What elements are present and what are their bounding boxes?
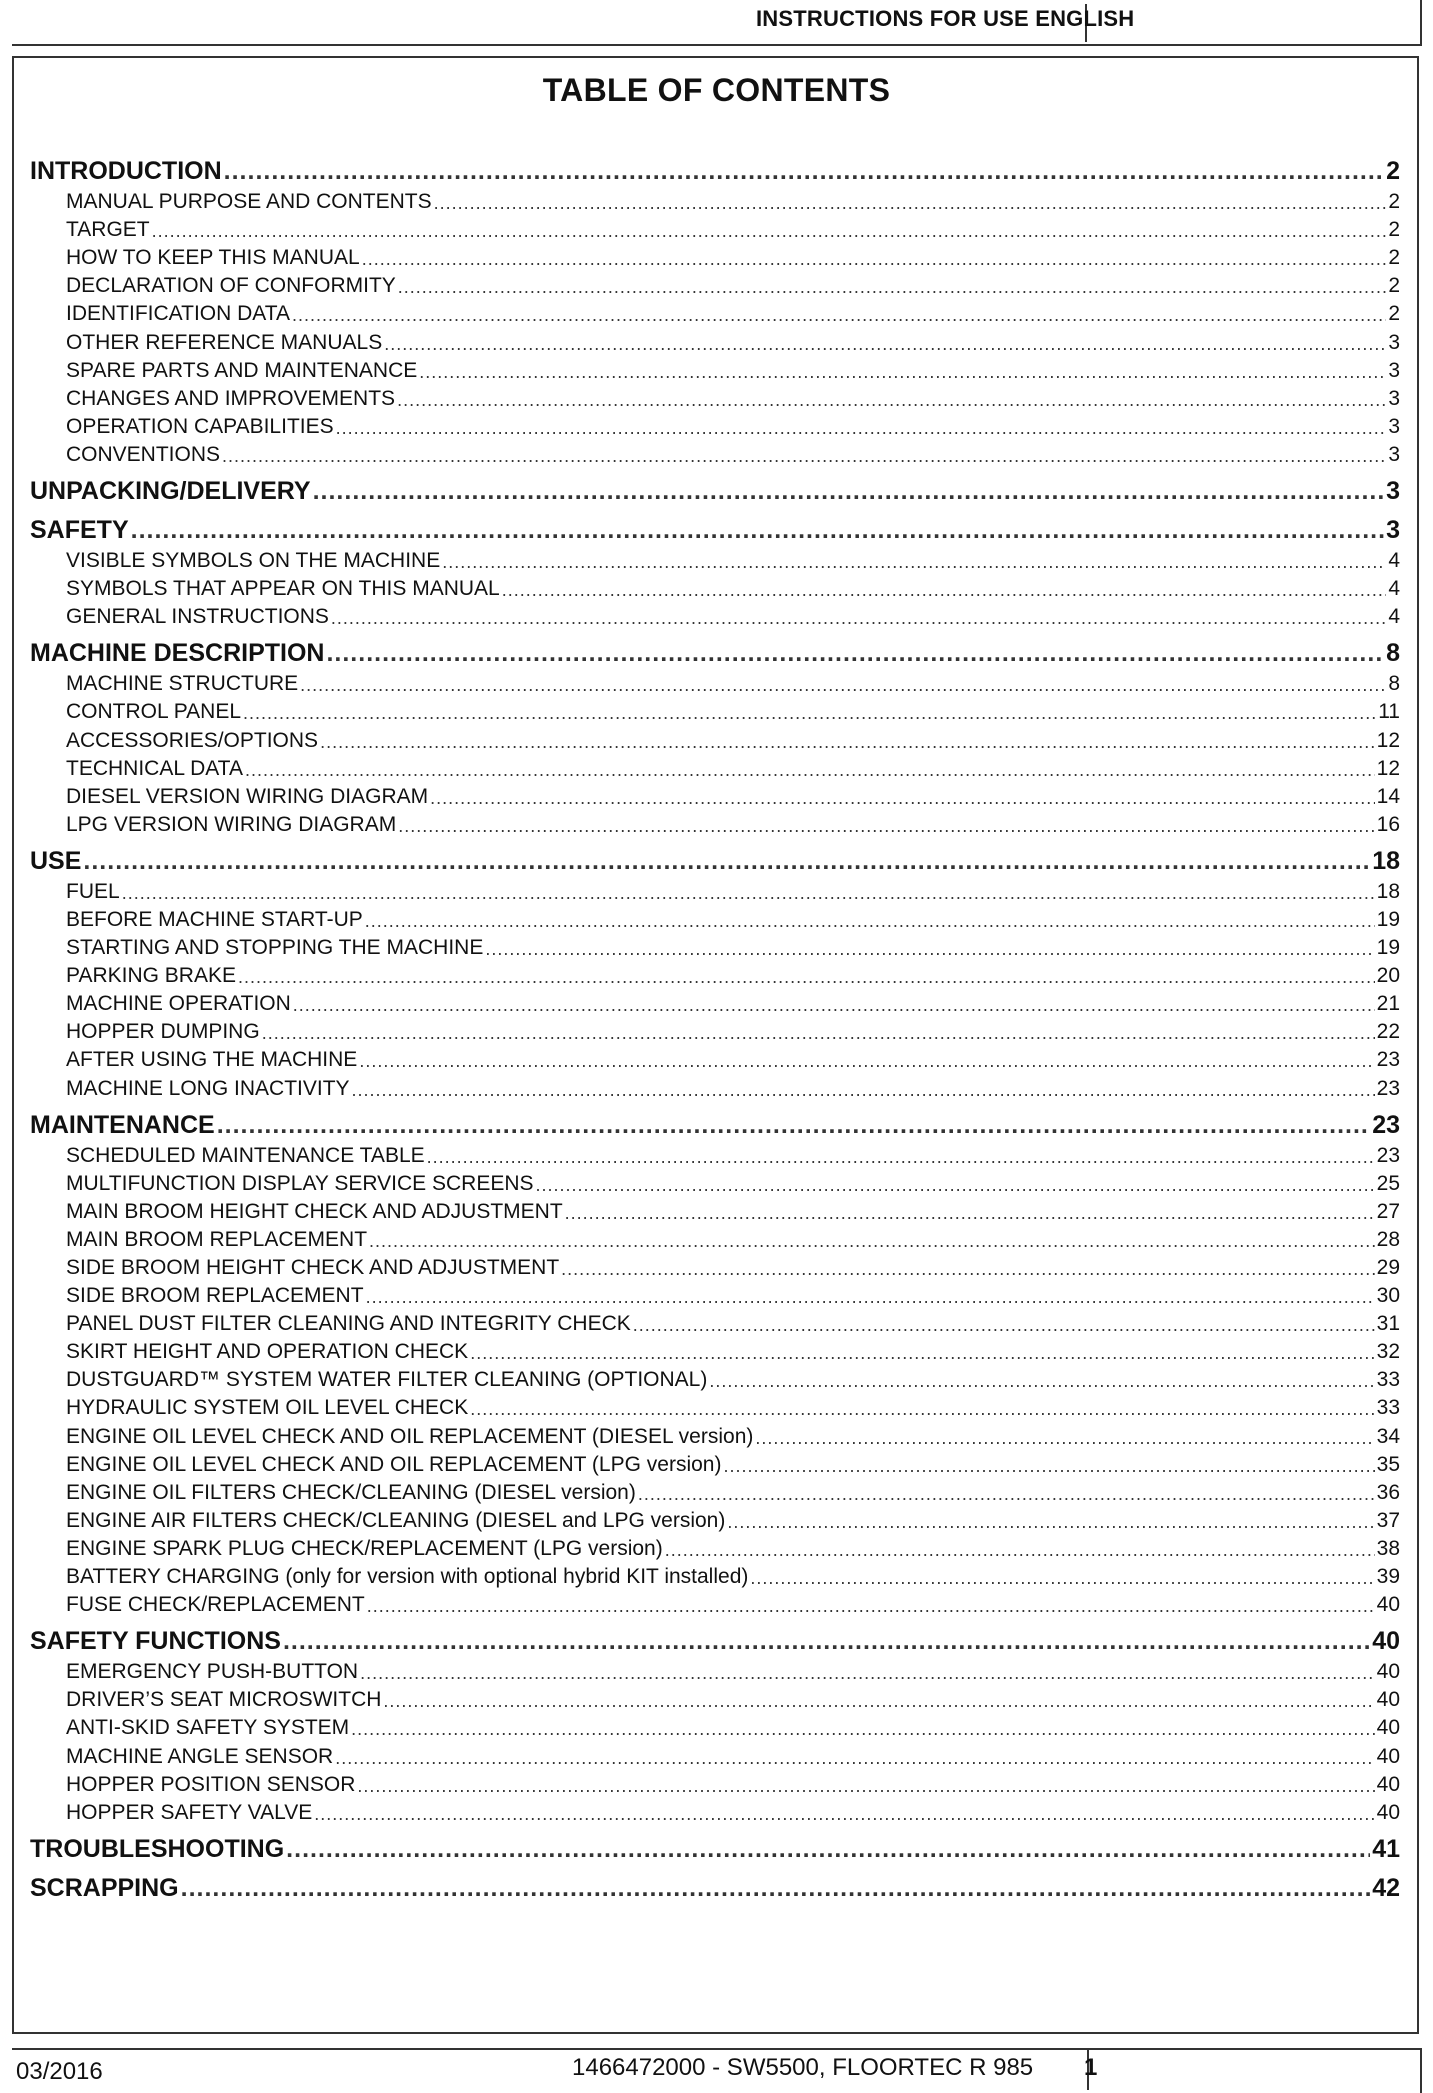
toc-entry-page: 4 (1388, 605, 1400, 629)
toc-subsection-row (30, 1392, 1400, 1420)
toc-entry-title: SAFETY (30, 515, 129, 544)
toc-dot-leader (351, 1719, 1374, 1740)
toc-subsection-row (30, 601, 1400, 629)
toc-entry-title: MACHINE LONG INACTIVITY (66, 1076, 350, 1100)
toc-entry-title: MACHINE STRUCTURE (66, 672, 299, 696)
toc-dot-leader (366, 1287, 1375, 1308)
toc-entry-title: BEFORE MACHINE START-UP (66, 907, 363, 931)
toc-entry-title: ENGINE AIR FILTERS CHECK/CLEANING (DIESEL and LPG version) (66, 1508, 726, 1532)
toc-entry-page: 3 (1386, 515, 1400, 544)
toc-subsection-row (30, 214, 1400, 242)
toc-entry-page: 12 (1376, 756, 1400, 780)
toc-entry-page: 37 (1376, 1508, 1400, 1532)
toc-entry-title: DRIVER’S SEAT MICROSWITCH (66, 1688, 382, 1712)
toc-entry-title: AFTER USING THE MACHINE (66, 1048, 358, 1072)
toc-entry-title: HOPPER POSITION SENSOR (66, 1772, 356, 1796)
toc-subsection-row (30, 545, 1400, 573)
toc-entry-page: 40 (1372, 1627, 1400, 1656)
header-title: INSTRUCTIONS FOR USE ENGLISH (756, 6, 1135, 31)
toc-section-row (30, 837, 1400, 876)
toc-subsection-row (30, 439, 1400, 467)
toc-dot-leader (245, 760, 1375, 781)
toc-dot-leader (222, 446, 1386, 467)
toc-dot-leader (300, 675, 1386, 696)
toc-entry-page: 40 (1376, 1660, 1400, 1684)
toc-entry-title: USE (30, 846, 82, 875)
toc-subsection-row (30, 298, 1400, 326)
toc-subsection-row (30, 1656, 1400, 1684)
toc-subsection-row (30, 242, 1400, 270)
toc-entry-title: DUSTGUARD™ SYSTEM WATER FILTER CLEANING (OPTIONAL) (66, 1368, 708, 1392)
toc-subsection-row (30, 1420, 1400, 1448)
page-title: TABLE OF CONTENTS (542, 72, 891, 108)
toc-entry-title: CHANGES AND IMPROVEMENTS (66, 386, 396, 410)
toc-dot-leader (750, 1568, 1374, 1589)
toc-entry-title: TARGET (66, 218, 150, 242)
toc-entry-title: EMERGENCY PUSH-BUTTON (66, 1660, 359, 1684)
toc-entry-page: 32 (1376, 1340, 1400, 1364)
toc-entry-title: CONVENTIONS (66, 442, 221, 466)
toc-entry-page: 16 (1376, 812, 1400, 836)
toc-entry-title: MACHINE DESCRIPTION (30, 639, 325, 668)
toc-entry-page: 42 (1372, 1873, 1400, 1902)
toc-subsection-row (30, 1769, 1400, 1797)
toc-subsection-row (30, 781, 1400, 809)
toc-dot-leader (397, 390, 1386, 411)
toc-entry-page: 33 (1376, 1396, 1400, 1420)
toc-dot-leader (224, 157, 1384, 186)
toc-dot-leader (367, 1596, 1375, 1617)
toc-dot-leader (727, 1512, 1374, 1533)
toc-section-row (30, 1617, 1400, 1656)
toc-entry-title: SCRAPPING (30, 1873, 179, 1902)
toc-section-row (30, 1101, 1400, 1140)
toc-dot-leader (427, 1147, 1375, 1168)
toc-subsection-row (30, 1072, 1400, 1100)
toc-dot-leader (419, 362, 1386, 383)
toc-dot-leader (470, 1399, 1374, 1420)
toc-entry-page: 31 (1376, 1312, 1400, 1336)
toc-entry-page: 27 (1376, 1199, 1400, 1223)
toc-section-row (30, 506, 1400, 545)
toc-entry-page: 21 (1376, 992, 1400, 1016)
toc-section-row (30, 150, 1400, 186)
toc-entry-title: HOPPER DUMPING (66, 1020, 260, 1044)
toc-entry-page: 40 (1376, 1772, 1400, 1796)
toc-subsection-row (30, 355, 1400, 383)
toc-entry-page: 19 (1376, 907, 1400, 931)
toc-subsection-row (30, 1533, 1400, 1561)
toc-dot-leader (398, 816, 1374, 837)
footer-rule (12, 2048, 1421, 2050)
toc-entry-title: MAIN BROOM HEIGHT CHECK AND ADJUSTMENT (66, 1199, 563, 1223)
toc-entry-page: 40 (1376, 1688, 1400, 1712)
toc-dot-leader (369, 1231, 1375, 1252)
toc-entry-page: 3 (1388, 358, 1400, 382)
toc-entry-title: MACHINE ANGLE SENSOR (66, 1744, 334, 1768)
toc-dot-leader (383, 1691, 1374, 1712)
toc-subsection-row (30, 668, 1400, 696)
toc-entry-title: IDENTIFICATION DATA (66, 302, 290, 326)
toc-dot-leader (238, 967, 1375, 988)
toc-dot-leader (286, 1835, 1370, 1864)
toc-entry-page: 4 (1388, 577, 1400, 601)
toc-entry-page: 2 (1388, 302, 1400, 326)
toc-subsection-row (30, 1561, 1400, 1589)
toc-dot-leader (326, 639, 1384, 668)
toc-entry-page: 40 (1376, 1593, 1400, 1617)
toc-dot-leader (262, 1023, 1375, 1044)
toc-dot-leader (723, 1456, 1374, 1477)
toc-entry-title: HOPPER SAFETY VALVE (66, 1800, 313, 1824)
toc-dot-leader (434, 193, 1387, 214)
toc-dot-leader (293, 995, 1375, 1016)
toc-entry-title: SYMBOLS THAT APPEAR ON THIS MANUAL (66, 577, 500, 601)
toc-subsection-row (30, 876, 1400, 904)
toc-dot-leader (485, 939, 1374, 960)
toc-subsection-row (30, 186, 1400, 214)
toc-entry-title: BATTERY CHARGING (only for version with optional hybrid KIT installed) (66, 1565, 749, 1589)
toc-entry-page: 35 (1376, 1452, 1400, 1476)
toc-entry-page: 40 (1376, 1716, 1400, 1740)
toc-subsection-row (30, 932, 1400, 960)
toc-entry-title: MACHINE OPERATION (66, 992, 291, 1016)
toc-section-row (30, 1864, 1400, 1903)
toc-entry-page: 3 (1388, 386, 1400, 410)
toc-entry-title: OTHER REFERENCE MANUALS (66, 330, 383, 354)
toc-subsection-row (30, 1044, 1400, 1072)
toc-dot-leader (131, 516, 1384, 545)
toc-entry-title: SAFETY FUNCTIONS (30, 1627, 281, 1656)
toc-dot-leader (365, 911, 1375, 932)
toc-subsection-row (30, 1252, 1400, 1280)
toc-entry-title: ENGINE OIL LEVEL CHECK AND OIL REPLACEMENT (DIESEL version) (66, 1424, 754, 1448)
toc-entry-page: 36 (1376, 1480, 1400, 1504)
toc-subsection-row (30, 1797, 1400, 1825)
toc-entry-page: 18 (1376, 879, 1400, 903)
toc-entry-title: CONTROL PANEL (66, 700, 242, 724)
toc-subsection-row (30, 1477, 1400, 1505)
toc-dot-leader (314, 1804, 1374, 1825)
toc-subsection-row (30, 1016, 1400, 1044)
toc-dot-leader (313, 477, 1385, 506)
toc-entry-page: 20 (1376, 964, 1400, 988)
toc-dot-leader (755, 1428, 1374, 1449)
footer-page-number: 1 (1084, 2054, 1098, 2081)
toc-entry-page: 41 (1372, 1834, 1400, 1863)
toc-entry-page: 3 (1386, 476, 1400, 505)
toc-entry-title: STARTING AND STOPPING THE MACHINE (66, 936, 484, 960)
toc-entry-page: 18 (1372, 846, 1400, 875)
toc-dot-leader (430, 788, 1375, 809)
header-rule (12, 44, 1421, 46)
toc-subsection-row (30, 411, 1400, 439)
toc-dot-leader (283, 1627, 1370, 1656)
toc-entry-page: 23 (1372, 1110, 1400, 1139)
toc-subsection-row (30, 988, 1400, 1016)
toc-dot-leader (243, 703, 1376, 724)
toc-entry-title: SIDE BROOM REPLACEMENT (66, 1284, 364, 1308)
toc-entry-page: 2 (1388, 246, 1400, 270)
toc-entry-title: INTRODUCTION (30, 157, 222, 185)
toc-dot-leader (331, 608, 1386, 629)
toc-entry-page: 3 (1388, 414, 1400, 438)
toc-dot-leader (362, 249, 1387, 270)
toc-entry-title: LPG VERSION WIRING DIAGRAM (66, 812, 397, 836)
toc-entry-page: 3 (1388, 442, 1400, 466)
toc-entry-title: VISIBLE SYMBOLS ON THE MACHINE (66, 549, 441, 573)
toc-entry-page: 4 (1388, 549, 1400, 573)
toc-entry-page: 3 (1388, 330, 1400, 354)
toc-entry-title: OPERATION CAPABILITIES (66, 414, 334, 438)
toc-entry-title: PANEL DUST FILTER CLEANING AND INTEGRITY CHECK (66, 1312, 631, 1336)
toc-entry-title: FUSE CHECK/REPLACEMENT (66, 1593, 365, 1617)
toc-entry-page: 29 (1376, 1256, 1400, 1279)
toc-subsection-row (30, 1505, 1400, 1533)
toc-subsection-row (30, 1740, 1400, 1768)
footer-right-border (1420, 2048, 1422, 2093)
toc-entry-page: 40 (1376, 1800, 1400, 1824)
toc-dot-leader (357, 1776, 1374, 1797)
toc-dot-leader (565, 1203, 1375, 1224)
toc-entry-title: DECLARATION OF CONFORMITY (66, 274, 396, 298)
toc-subsection-row (30, 1224, 1400, 1252)
toc-dot-leader (561, 1259, 1374, 1280)
toc-entry-page: 23 (1376, 1048, 1400, 1072)
toc-entry-page: 40 (1376, 1744, 1400, 1768)
toc-entry-title: TROUBLESHOOTING (30, 1834, 285, 1863)
toc-dot-leader (384, 334, 1386, 355)
toc-entry-title: ANTI-SKID SAFETY SYSTEM (66, 1716, 350, 1740)
toc-section-row (30, 467, 1400, 506)
toc-entry-title: ENGINE OIL LEVEL CHECK AND OIL REPLACEMENT (LPG version) (66, 1452, 722, 1476)
toc-entry-title: MAIN BROOM REPLACEMENT (66, 1227, 368, 1251)
toc-entry-title: DIESEL VERSION WIRING DIAGRAM (66, 784, 429, 808)
footer-date: 03/2016 (16, 2058, 103, 2085)
toc-entry-title: SCHEDULED MAINTENANCE TABLE (66, 1143, 425, 1167)
toc-subsection-row (30, 1280, 1400, 1308)
toc-subsection-row (30, 1168, 1400, 1196)
toc-dot-leader (181, 1874, 1371, 1903)
toc-subsection-row (30, 696, 1400, 724)
toc-entry-title: FUEL (66, 879, 120, 903)
toc-dot-leader (335, 1748, 1374, 1769)
toc-entry-page: 12 (1376, 728, 1400, 752)
toc-subsection-row (30, 753, 1400, 781)
toc-entry-page: 8 (1386, 639, 1400, 668)
footer-document-code: 1466472000 - SW5500, FLOORTEC R 985 (572, 2054, 1034, 2081)
toc-subsection-row (30, 1336, 1400, 1364)
toc-dot-leader (292, 305, 1386, 326)
toc-subsection-row (30, 809, 1400, 837)
toc-dot-leader (638, 1484, 1375, 1505)
toc-dot-leader (336, 418, 1387, 439)
toc-entry-title: TECHNICAL DATA (66, 756, 243, 780)
toc-subsection-row (30, 383, 1400, 411)
toc-section-row (30, 1825, 1400, 1864)
toc-dot-leader (217, 1111, 1370, 1140)
toc-entry-title: MULTIFUNCTION DISPLAY SERVICE SCREENS (66, 1171, 534, 1195)
toc-subsection-row (30, 1684, 1400, 1712)
table-of-contents (30, 150, 1400, 1903)
toc-subsection-row (30, 1308, 1400, 1336)
toc-subsection-row (30, 326, 1400, 354)
toc-subsection-row (30, 1196, 1400, 1224)
toc-entry-title: ENGINE OIL FILTERS CHECK/CLEANING (DIESEL version) (66, 1480, 636, 1504)
toc-entry-page: 19 (1376, 936, 1400, 960)
toc-subsection-row (30, 573, 1400, 601)
toc-dot-leader (442, 552, 1386, 573)
toc-subsection-row (30, 1449, 1400, 1477)
toc-dot-leader (398, 277, 1387, 298)
toc-subsection-row (30, 1140, 1400, 1168)
toc-entry-page: 30 (1376, 1284, 1400, 1308)
toc-entry-page: 38 (1376, 1536, 1400, 1560)
toc-subsection-row (30, 904, 1400, 932)
toc-entry-page: 25 (1376, 1171, 1400, 1195)
toc-entry-page: 2 (1388, 218, 1400, 242)
toc-entry-page: 23 (1376, 1076, 1400, 1100)
toc-dot-leader (122, 883, 1375, 904)
toc-entry-page: 8 (1388, 672, 1400, 696)
toc-entry-title: GENERAL INSTRUCTIONS (66, 605, 329, 629)
toc-entry-title: MANUAL PURPOSE AND CONTENTS (66, 190, 432, 214)
toc-section-row (30, 629, 1400, 668)
toc-entry-page: 2 (1386, 157, 1400, 185)
toc-entry-title: UNPACKING/DELIVERY (30, 476, 311, 505)
toc-entry-page: 14 (1376, 784, 1400, 808)
toc-entry-page: 22 (1376, 1020, 1400, 1044)
toc-subsection-row (30, 1364, 1400, 1392)
toc-entry-page: 34 (1376, 1424, 1400, 1448)
toc-entry-page: 28 (1376, 1227, 1400, 1251)
toc-subsection-row (30, 1589, 1400, 1617)
toc-entry-title: SKIRT HEIGHT AND OPERATION CHECK (66, 1340, 469, 1364)
toc-dot-leader (320, 732, 1375, 753)
toc-dot-leader (709, 1371, 1374, 1392)
toc-subsection-row (30, 1712, 1400, 1740)
toc-entry-page: 23 (1376, 1143, 1400, 1167)
toc-dot-leader (633, 1315, 1375, 1336)
toc-dot-leader (470, 1343, 1374, 1364)
toc-dot-leader (83, 847, 1370, 876)
toc-entry-page: 39 (1376, 1565, 1400, 1589)
toc-entry-title: ACCESSORIES/OPTIONS (66, 728, 319, 752)
toc-entry-title: SIDE BROOM HEIGHT CHECK AND ADJUSTMENT (66, 1256, 560, 1279)
toc-dot-leader (359, 1051, 1374, 1072)
toc-dot-leader (360, 1663, 1375, 1684)
toc-subsection-row (30, 724, 1400, 752)
header-right-border (1420, 0, 1422, 46)
toc-subsection-row (30, 960, 1400, 988)
toc-entry-title: MAINTENANCE (30, 1110, 215, 1139)
toc-entry-page: 2 (1388, 274, 1400, 298)
toc-dot-leader (352, 1080, 1375, 1101)
toc-entry-title: PARKING BRAKE (66, 964, 236, 988)
toc-dot-leader (665, 1540, 1375, 1561)
toc-entry-title: HOW TO KEEP THIS MANUAL (66, 246, 360, 270)
toc-entry-title: ENGINE SPARK PLUG CHECK/REPLACEMENT (LPG version) (66, 1536, 663, 1560)
toc-subsection-row (30, 270, 1400, 298)
toc-dot-leader (502, 580, 1387, 601)
toc-entry-title: HYDRAULIC SYSTEM OIL LEVEL CHECK (66, 1396, 469, 1420)
toc-entry-page: 11 (1378, 700, 1400, 724)
toc-entry-title: SPARE PARTS AND MAINTENANCE (66, 358, 418, 382)
toc-dot-leader (152, 221, 1387, 242)
toc-entry-page: 2 (1388, 190, 1400, 214)
toc-dot-leader (536, 1175, 1375, 1196)
toc-entry-page: 33 (1376, 1368, 1400, 1392)
